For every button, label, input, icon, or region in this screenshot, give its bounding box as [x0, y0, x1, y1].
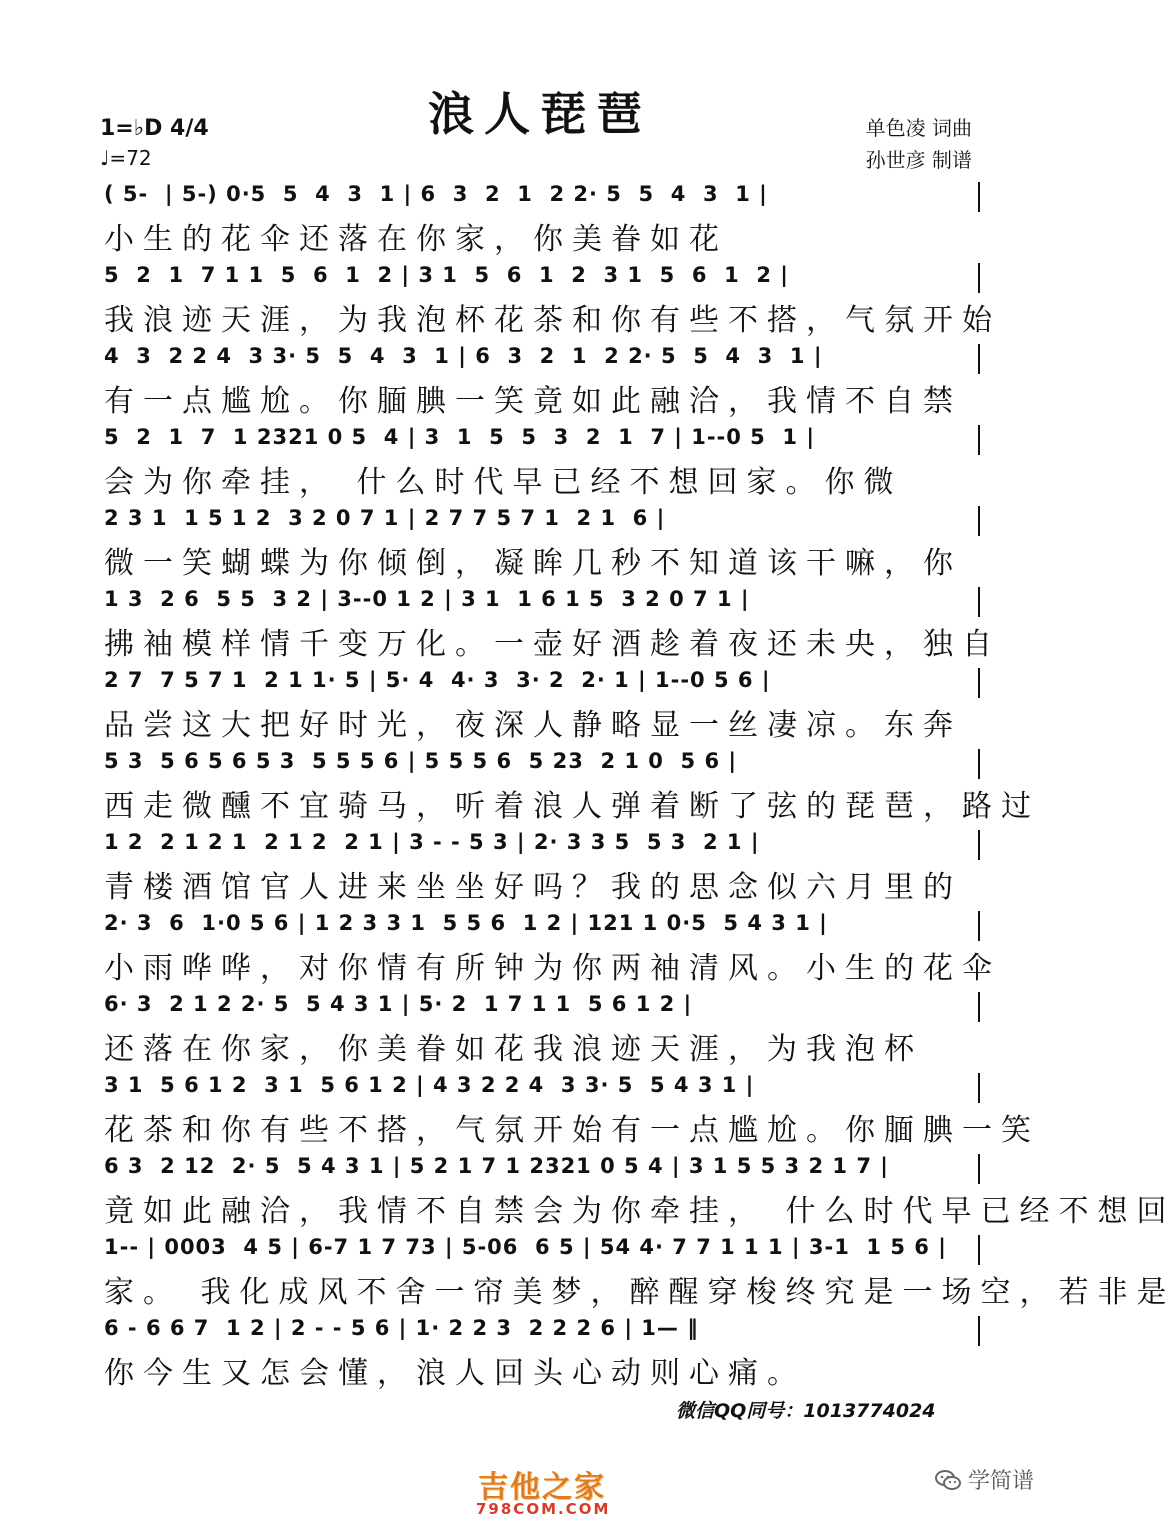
score-line [104, 257, 1001, 338]
credit-notation: 孙世彦 制谱 [865, 148, 972, 172]
lyrics-row: 会为你牵挂， 什么时代早已经不想回家。你微 [104, 465, 903, 500]
lyrics-row: 青楼酒馆官人进来坐坐好吗？我的思念似六月里的 [104, 870, 962, 905]
score-line [104, 1067, 1040, 1148]
page-title: 浪人琵琶 [428, 87, 652, 141]
score-line [104, 662, 980, 743]
lyrics-row: 品尝这大把好时光，夜深人静略显一丝凄凉。东奔 [104, 708, 962, 743]
score-line [104, 986, 980, 1067]
notation-row: 5 3 5 6 5 6 5 3 5 5 5 6 | 5 5 5 6 5 23 2 1 0 5 6 | [104, 749, 980, 783]
notation-row: 3 1 5 6 1 2 3 1 5 6 1 2 | 4 3 2 2 4 3 3· 5 5 4 3 1 | [104, 1073, 980, 1107]
notation-row: 2 3 1 1 5 1 2 3 2 0 7 1 | 2 7 7 5 7 1 2 1 6 | [104, 506, 980, 540]
lyrics-row: 还落在你家，你美眷如花我浪迹天涯，为我泡杯 [104, 1032, 923, 1067]
notation-row: 5 2 1 7 1 2321 0 5 4 | 3 1 5 5 3 2 1 7 | 1--0 5 1 | [104, 425, 980, 459]
lyrics-row: 小雨哗哗，对你情有所钟为你两袖清风。小生的花伞 [104, 951, 1001, 986]
lyrics-row: 小生的花伞还落在你家，你美眷如花 [104, 222, 728, 257]
lyrics-row: 竟如此融洽，我情不自禁会为你牵挂， 什么时代早已经不想回 [104, 1194, 1176, 1229]
lyrics-row: 花茶和你有些不搭，气氛开始有一点尴尬。你腼腆一笑 [104, 1113, 1040, 1148]
score-line [104, 1310, 980, 1391]
notation-row: 6 3 2 12 2· 5 5 4 3 1 | 5 2 1 7 1 2321 0 5 4 | 3 1 5 5 3 2 1 7 | [104, 1154, 980, 1188]
lyrics-row: 你今生又怎会懂，浪人回头心动则心痛。 [104, 1356, 806, 1391]
score-line [104, 176, 980, 257]
lyrics-row: 家。 我化成风不舍一帘美梦，醉醒穿梭终究是一场空，若非是 [104, 1275, 1176, 1310]
notation-row: 2· 3 6 1·0 5 6 | 1 2 3 3 1 5 5 6 1 2 | 121 1 0·5 5 4 3 1 | [104, 911, 980, 945]
notation-row: 1 3 2 6 5 5 3 2 | 3--0 1 2 | 3 1 1 6 1 5 3 2 0 7 1 | [104, 587, 980, 621]
contact-info: 微信QQ同号：1013774024 [676, 1400, 936, 1422]
score-line [104, 905, 1001, 986]
notation-row: 6· 3 2 1 2 2· 5 5 4 3 1 | 5· 2 1 7 1 1 5 6 1 2 | [104, 992, 980, 1026]
wechat-account-badge [934, 1464, 1034, 1495]
wechat-icon [934, 1469, 962, 1491]
wechat-account-name: 学简谱 [968, 1469, 1035, 1494]
notation-row: 6 - 6 6 7 1 2 | 2 - - 5 6 | 1· 2 2 3 2 2 2 6 | 1— ‖ [104, 1316, 980, 1350]
site-watermark: 吉他之家 [478, 1470, 606, 1505]
notation-row: 5 2 1 7 1 1 5 6 1 2 | 3 1 5 6 1 2 3 1 5 6 1 2 | [104, 263, 980, 297]
lyrics-row: 拂袖模样情千变万化。一壶好酒趁着夜还未央，独自 [104, 627, 1001, 662]
tempo-marking: ♩=72 [100, 146, 152, 170]
notation-row: 1 2 2 1 2 1 2 1 2 2 1 | 3 - - 5 3 | 2· 3 3 5 5 3 2 1 | [104, 830, 980, 864]
score-line [104, 338, 980, 419]
score-line [104, 581, 1001, 662]
notation-row: 2 7 7 5 7 1 2 1 1· 5 | 5· 4 4· 3 3· 2 2· 1 | 1--0 5 6 | [104, 668, 980, 702]
lyrics-row: 我浪迹天涯，为我泡杯花茶和你有些不搭，气氛开始 [104, 303, 1001, 338]
key-signature: 1=♭D 4/4 [100, 116, 209, 141]
lyrics-row: 西走微醺不宜骑马，听着浪人弹着断了弦的琵琶，路过 [104, 789, 1040, 824]
score-line [104, 419, 980, 500]
notation-row: 1-- | 0003 4 5 | 6-7 1 7 73 | 5-06 6 5 | 54 4· 7 7 1 1 1 | 3-1 1 5 6 | [104, 1235, 980, 1269]
site-watermark-url: 798COM.COM [476, 1500, 611, 1518]
score-line [104, 824, 980, 905]
score-line [104, 743, 1040, 824]
notation-row: ( 5- | 5-) 0·5 5 4 3 1 | 6 3 2 1 2 2· 5 5 4 3 1 | [104, 182, 980, 216]
notation-row: 4 3 2 2 4 3 3· 5 5 4 3 1 | 6 3 2 1 2 2· 5 5 4 3 1 | [104, 344, 980, 378]
lyrics-row: 微一笑蝴蝶为你倾倒，凝眸几秒不知道该干嘛，你 [104, 546, 962, 581]
score-line [104, 1148, 1176, 1229]
credit-lyrics-music: 单色凌 词曲 [865, 116, 972, 140]
score-line [104, 1229, 1176, 1310]
lyrics-row: 有一点尴尬。你腼腆一笑竟如此融洽，我情不自禁 [104, 384, 962, 419]
score-line [104, 500, 980, 581]
score [104, 176, 1176, 1391]
